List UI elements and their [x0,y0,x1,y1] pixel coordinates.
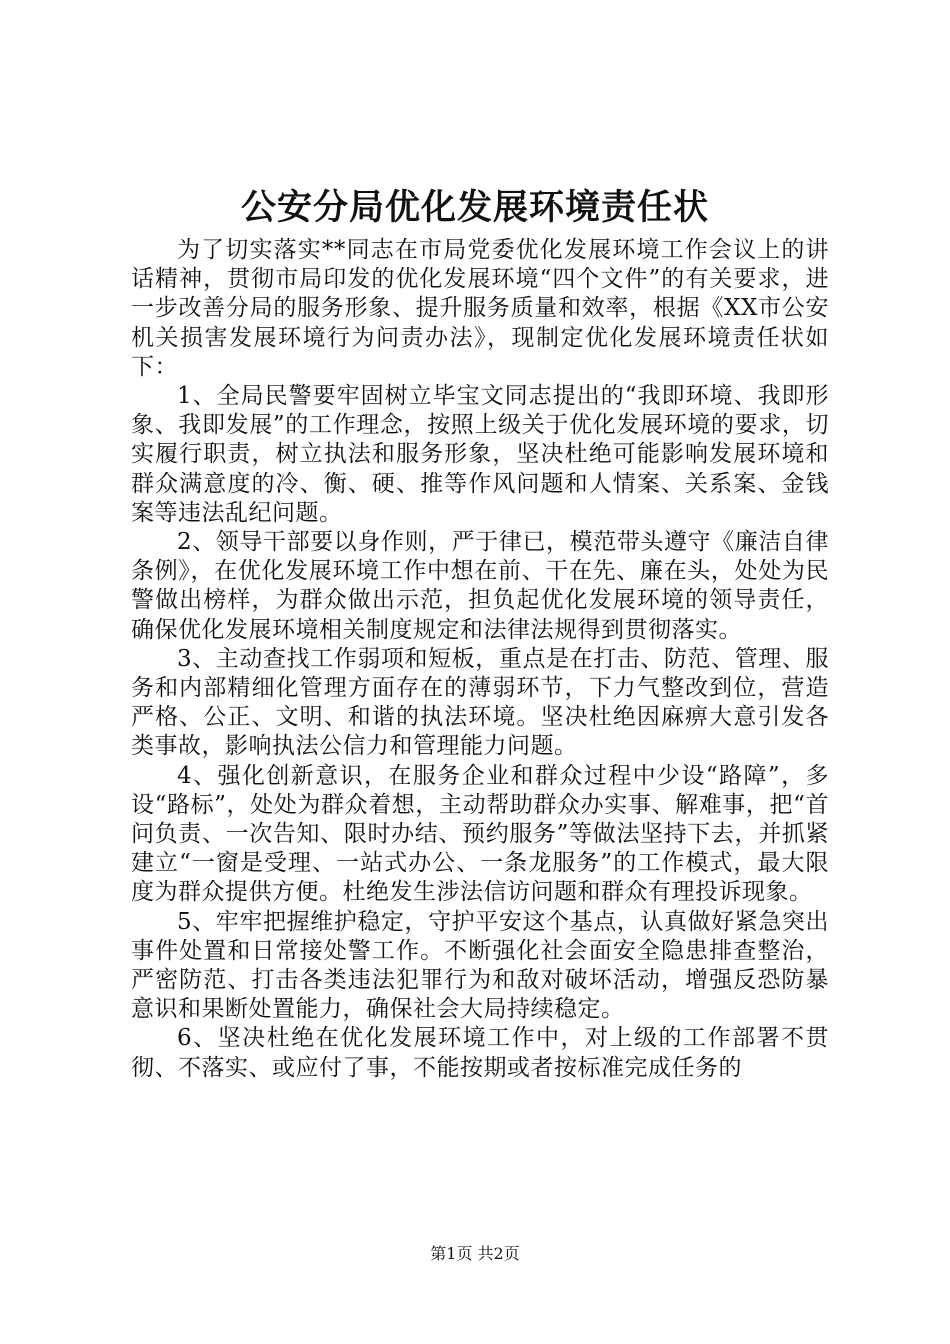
paragraph-item-6: 6、坚决杜绝在优化发展环境工作中，对上级的工作部署不贯彻、不落实、或应付了事，不能按期或者按标准完成任务的 [131,1025,829,1081]
paragraph-item-4: 4、强化创新意识，在服务企业和群众过程中少设“路障”，多设“路标”，处处为群众着想，主动帮助群众办实事、解难事，把“首问负责、一次告知、限时办结、预约服务”等做法坚持下去，并抓紧建立“一窗是受理、一站式办公、一条龙服务”的工作模式，最大限度为群众提供方便。杜绝发生涉法信访问题和群众有理投诉现象。 [131,762,829,906]
paragraph-item-3: 3、主动查找工作弱项和短板，重点是在打击、防范、管理、服务和内部精细化管理方面存在的薄弱环节，下力气整改到位，营造严格、公正、文明、和谐的执法环境。坚决杜绝因麻痹大意引发各类事故，影响执法公信力和管理能力问题。 [131,645,829,760]
paragraph-intro: 为了切实落实**同志在市局党委优化发展环境工作会议上的讲话精神，贯彻市局印发的优化发展环境“四个文件”的有关要求，进一步改善分局的服务形象、提升服务质量和效率，根据《XX市公安机关损害发展环境行为问责办法》，现制定优化发展环境责任状如下： [131,237,829,380]
document-body [131,236,829,1083]
paragraph-item-1: 1、全局民警要牢固树立毕宝文同志提出的“我即环境、我即形象、我即发展”的工作理念，按照上级关于优化发展环境的要求，切实履行职责，树立执法和服务形象，坚决杜绝可能影响发展环境和群众满意度的冷、衡、硬、推等作风问题和人情案、关系案、金钱案等违法乱纪问题。 [131,383,829,526]
page-number-footer: 第1页 共2页 [430,1244,520,1263]
paragraph-item-2: 2、领导干部要以身作则，严于律已，模范带头遵守《廉洁自律条例》，在优化发展环境工作中想在前、干在先、廉在头，处处为民警做出榜样，为群众做出示范，担负起优化发展环境的领导责任，确保优化发展环境相关制度规定和法律法规得到贯彻落实。 [131,529,829,643]
paragraph-item-5: 5、牢牢把握维护稳定，守护平安这个基点，认真做好紧急突出事件处置和日常接处警工作。不断强化社会面安全隐患排查整治，严密防范、打击各类违法犯罪行为和敌对破坏活动，增强反恐防暴意识和果断处置能力，确保社会大局持续稳定。 [131,908,829,1023]
document-title: 公安分局优化发展环境责任状 [240,187,709,228]
